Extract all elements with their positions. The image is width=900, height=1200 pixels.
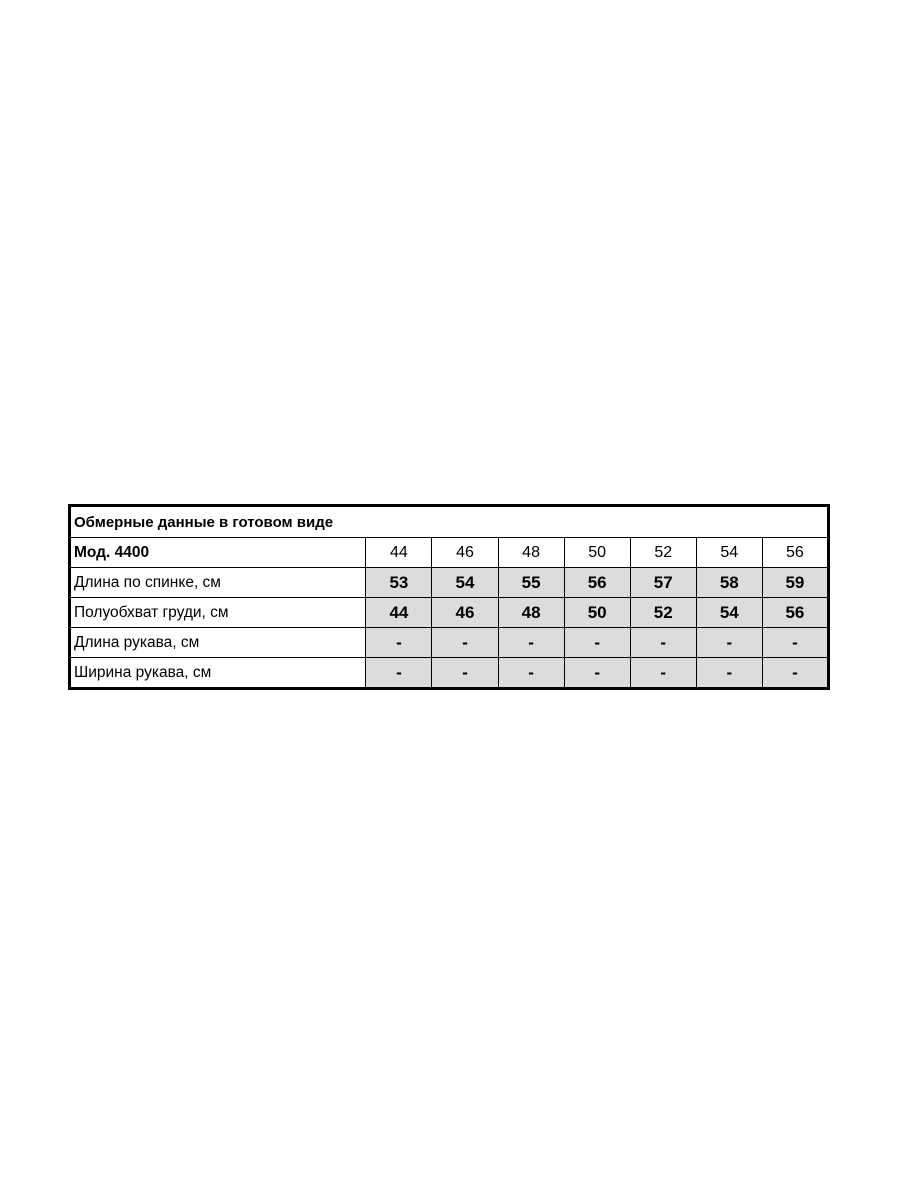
value-cell: -: [498, 658, 564, 689]
table-row: [70, 568, 829, 598]
value-cell: -: [498, 628, 564, 658]
size-cell: 46: [432, 538, 498, 568]
size-cell: 44: [366, 538, 432, 568]
row-label: Ширина рукава, см: [70, 658, 366, 689]
size-header-row: [70, 538, 829, 568]
value-cell: -: [366, 658, 432, 689]
size-cell: 48: [498, 538, 564, 568]
value-cell: -: [696, 628, 762, 658]
table-row: [70, 628, 829, 658]
value-cell: -: [564, 628, 630, 658]
value-cell: -: [696, 658, 762, 689]
value-cell: 44: [366, 598, 432, 628]
value-cell: -: [366, 628, 432, 658]
table-title: Обмерные данные в готовом виде: [70, 506, 829, 538]
value-cell: 57: [630, 568, 696, 598]
value-cell: -: [630, 628, 696, 658]
measurements-table: [68, 504, 830, 690]
table-row: [70, 658, 829, 689]
row-label: Длина рукава, см: [70, 628, 366, 658]
value-cell: -: [762, 658, 828, 689]
value-cell: 56: [762, 598, 828, 628]
value-cell: -: [432, 628, 498, 658]
table-row: [70, 598, 829, 628]
value-cell: 53: [366, 568, 432, 598]
value-cell: -: [630, 658, 696, 689]
row-label: Полуобхват груди, см: [70, 598, 366, 628]
value-cell: -: [432, 658, 498, 689]
model-label: Мод. 4400: [70, 538, 366, 568]
size-cell: 56: [762, 538, 828, 568]
value-cell: -: [564, 658, 630, 689]
value-cell: 56: [564, 568, 630, 598]
value-cell: 54: [432, 568, 498, 598]
table-title-row: [70, 506, 829, 538]
value-cell: -: [762, 628, 828, 658]
value-cell: 55: [498, 568, 564, 598]
size-cell: 54: [696, 538, 762, 568]
size-cell: 50: [564, 538, 630, 568]
value-cell: 58: [696, 568, 762, 598]
value-cell: 50: [564, 598, 630, 628]
value-cell: 52: [630, 598, 696, 628]
value-cell: 59: [762, 568, 828, 598]
value-cell: 46: [432, 598, 498, 628]
value-cell: 54: [696, 598, 762, 628]
size-cell: 52: [630, 538, 696, 568]
value-cell: 48: [498, 598, 564, 628]
row-label: Длина по спинке, см: [70, 568, 366, 598]
